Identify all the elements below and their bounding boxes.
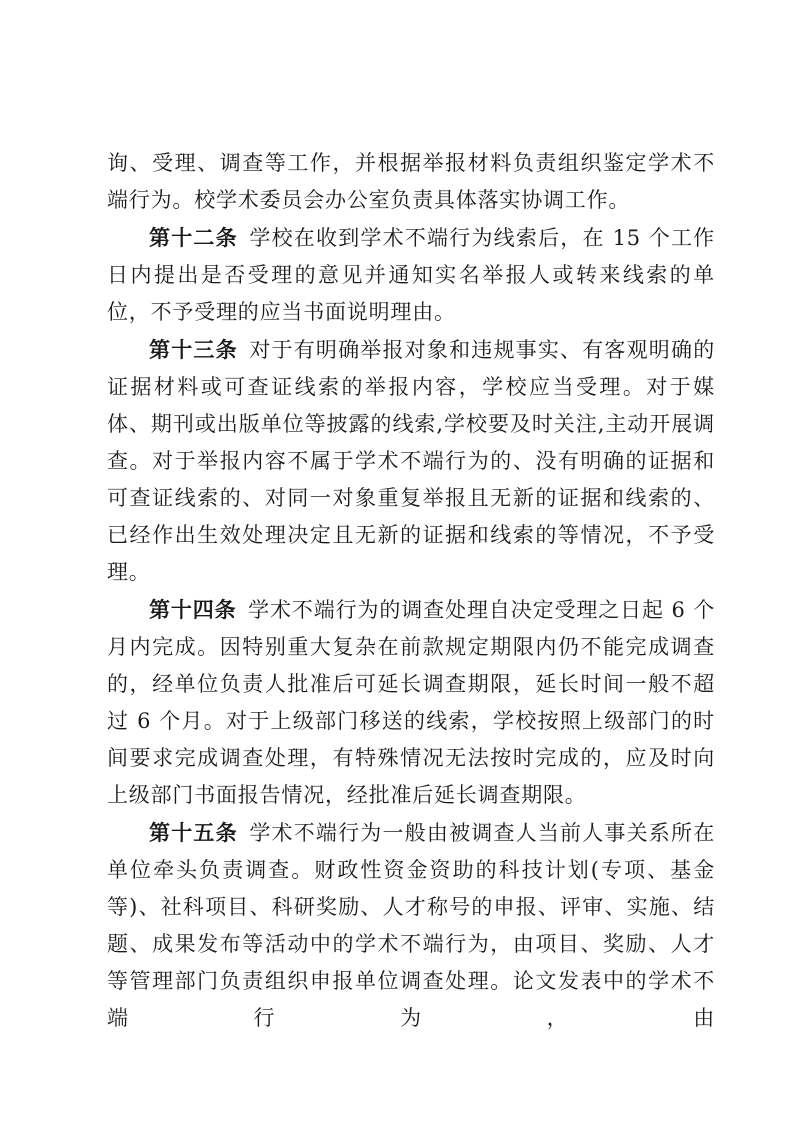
paragraph-text: 学术不端行为一般由被调查人当前人事关系所在单位牵头负责调查。财政性资金资助的科技计划(专项、基金等)、社科项目、科研奖励、人才称号的申报、评审、实施、结题、成果发布等活动中的学术不端行为，由项目、奖励、人才等管理部门负责组织申报单位调查处理。论文发表中的学术不端行为，由 bbox=[107, 821, 715, 1030]
article-number: 第十二条 bbox=[149, 225, 238, 250]
paragraph bbox=[107, 331, 715, 591]
paragraph bbox=[107, 145, 715, 219]
paragraph-text: 询、受理、调查等工作，并根据举报材料负责组织鉴定学术不端行为。校学术委员会办公室负责具体落实协调工作。 bbox=[107, 151, 715, 212]
paragraph bbox=[107, 219, 715, 331]
paragraph-text: 学术不端行为的调查处理自决定受理之日起 6 个月内完成。因特别重大复杂在前款规定期限内仍不能完成调查的，经单位负责人批准后可延长调查期限，延长时间一般不超过 6 个月。对于上级部门移送的线索，学校按照上级部门的时间要求完成调查处理，有特殊情况无法按时完成的，应及时向上级部门书面报告情况，经批准后延长调查期限。 bbox=[107, 598, 716, 807]
paragraph bbox=[107, 591, 715, 814]
article-number: 第十五条 bbox=[149, 820, 238, 845]
paragraph-text: 对于有明确举报对象和违规事实、有客观明确的证据材料或可查证线索的举报内容，学校应当受理。对于媒体、期刊或出版单位等披露的线索,学校要及时关注,主动开展调查。对于举报内容不属于学术不端行为的、没有明确的证据和可查证线索的、对同一对象重复举报且无新的证据和线索的、已经作出生效处理决定且无新的证据和线索的等情况，不予受理。 bbox=[107, 338, 715, 584]
document-body bbox=[107, 145, 715, 1037]
paragraph-text: 学校在收到学术不端行为线索后，在 15 个工作日内提出是否受理的意见并通知实名举报人或转来线索的单位，不予受理的应当书面说明理由。 bbox=[107, 226, 715, 324]
article-number: 第十三条 bbox=[149, 337, 238, 362]
paragraph bbox=[107, 814, 715, 1037]
article-number: 第十四条 bbox=[149, 597, 237, 622]
